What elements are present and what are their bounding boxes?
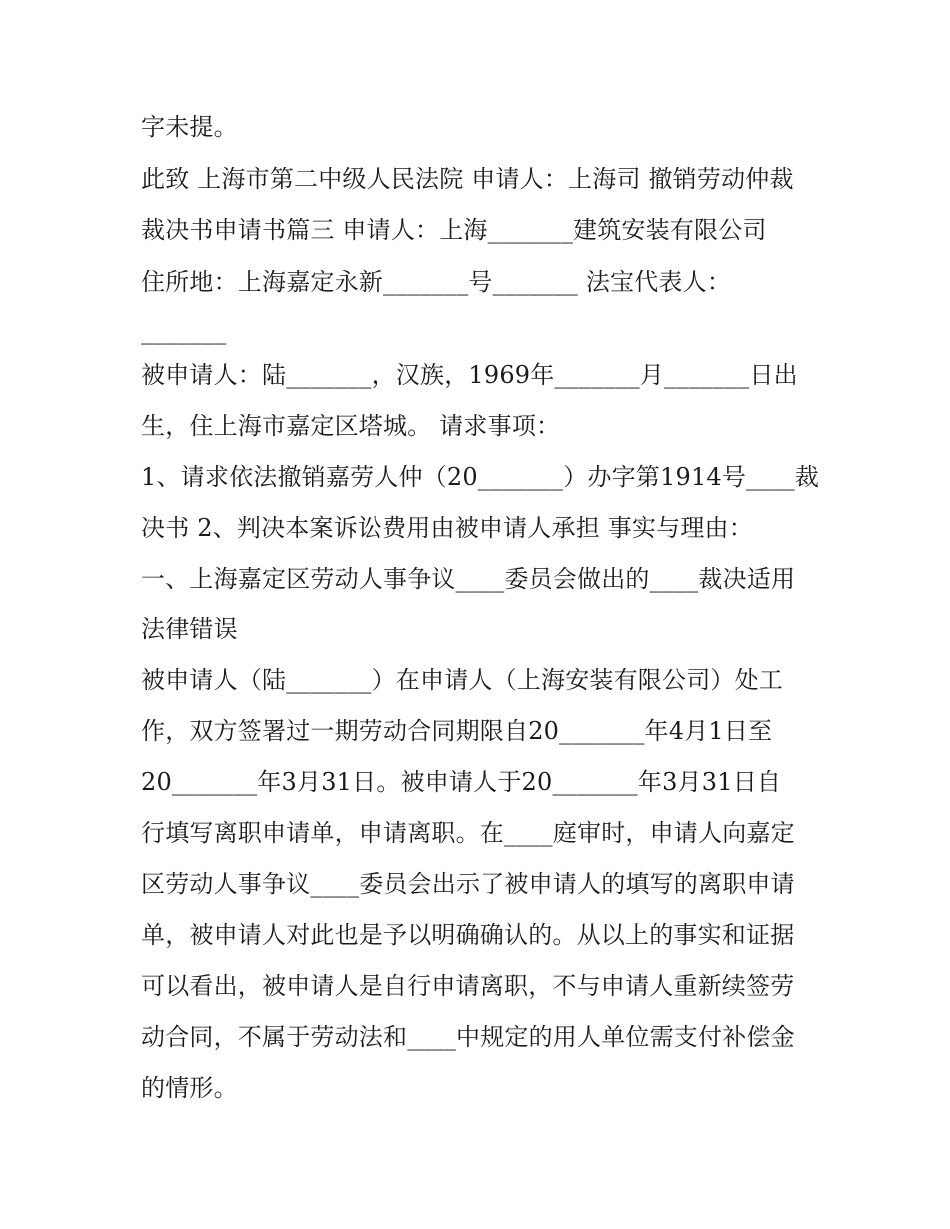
text-line-4: 住所地：上海嘉定永新_______号_______ 法宝代表人： [141,268,732,296]
text-line-12: 被申请人（陆_______）在申请人（上海安装有限公司）处工 [141,666,783,694]
text-line-6: 被申请人：陆_______，汉族，1969年_______月_______日出 [141,361,798,389]
text-line-2: 此致 上海市第二中级人民法院 申请人：上海司 撤销劳动仲裁 [141,165,794,193]
text-line-17: 单，被申请人对此也是予以明确确认的。从以上的事实和证据 [141,921,795,949]
text-line-16: 区劳动人事争议____委员会出示了被申请人的填写的离职申请 [141,870,795,898]
text-line-3: 裁决书申请书篇三 申请人：上海_______建筑安装有限公司 [141,216,767,244]
text-line-15: 行填写离职申请单，申请离职。在____庭审时，申请人向嘉定 [141,819,795,847]
text-line-14: 20_______年3月31日。被申请人于20_______年3月31日自 [141,768,782,796]
text-line-5: _______ [141,317,227,345]
text-line-20: 的情形。 [141,1074,238,1102]
text-line-13: 作，双方签署过一期劳动合同期限自20_______年4月1日至 [141,717,773,745]
text-line-1: 字未提。 [141,113,238,141]
text-line-8: 1、请求依法撤销嘉劳人仲（20_______）办字第1914号____裁 [141,463,820,491]
text-line-10: 一、上海嘉定区劳动人事争议____委员会做出的____裁决适用 [141,565,796,593]
text-line-11: 法律错误 [141,615,238,643]
text-line-9: 决书 2、判决本案诉讼费用由被申请人承担 事实与理由： [141,514,753,542]
text-line-19: 动合同，不属于劳动法和____中规定的用人单位需支付补偿金 [141,1023,795,1051]
text-line-7: 生，住上海市嘉定区塔城。 请求事项： [141,412,561,440]
text-line-18: 可以看出，被申请人是自行申请离职，不与申请人重新续签劳 [141,972,795,1000]
